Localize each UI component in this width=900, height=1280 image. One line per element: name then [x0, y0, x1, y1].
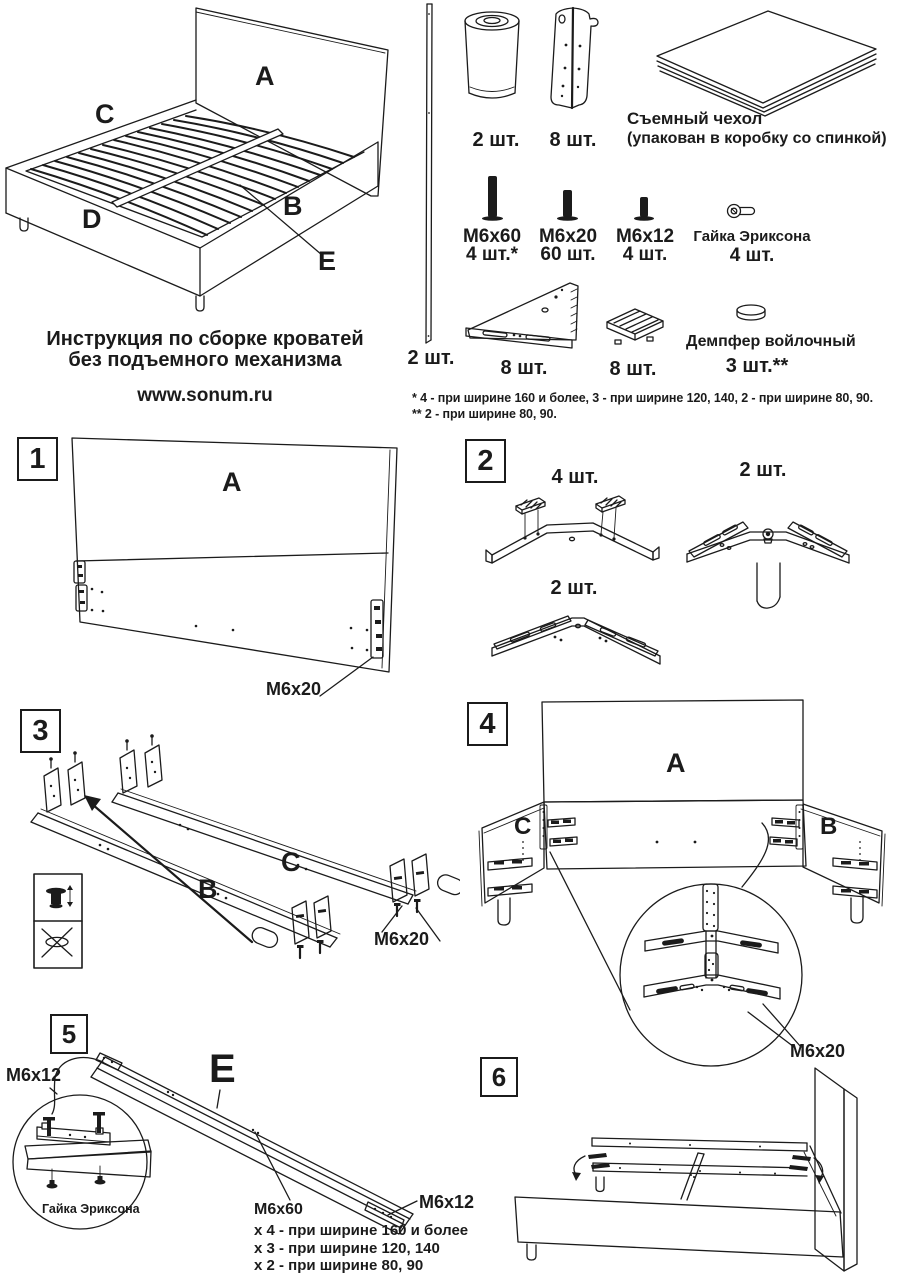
step-2-number: 2 [465, 439, 506, 483]
gusset-plate-qty: 8 шт. [500, 357, 548, 379]
slats [31, 116, 354, 235]
step1-brackets [74, 561, 383, 658]
step3-label-c: C [281, 847, 301, 877]
bolt-m6x20-icon [557, 190, 578, 221]
bolt-m6x60-icon [482, 176, 503, 221]
step-3-drawing [0, 698, 460, 1010]
footnote-2: ** 2 - при ширине 80, 90. [412, 407, 557, 421]
step-6-drawing [460, 1055, 900, 1280]
overview-bed-drawing [0, 0, 420, 320]
step-2-drawing [460, 430, 900, 690]
step5-bolt-note [254, 1201, 468, 1275]
leg-qty: 2 шт. [472, 129, 520, 151]
title-line-2: без подъемного механизма [68, 349, 342, 371]
center-rail-overview [112, 129, 283, 207]
step-6-number: 6 [480, 1057, 518, 1097]
headboard-panel [196, 8, 388, 196]
bed-frame [6, 100, 378, 311]
step4-label-a: A [666, 748, 686, 778]
overview-label-a: A [255, 61, 275, 91]
title-block [30, 329, 380, 407]
step3-direction-arrow [84, 795, 252, 942]
bolt-m6x12-name: M6x12 [615, 226, 675, 247]
step5-label-e-tick [217, 1090, 220, 1108]
side-strip-qty: 2 шт. [407, 347, 455, 369]
corner-angle-qty: 8 шт. [549, 129, 597, 151]
cover-name: Съемный чехол [627, 109, 763, 128]
cover-icon [657, 11, 876, 116]
step5-bolt-note-title: M6x60 [254, 1201, 303, 1218]
corner-angle-icon [551, 8, 598, 108]
damper-name: Демпфер войлочный [686, 333, 856, 350]
step1-label-a: A [222, 467, 242, 497]
step-1-drawing [55, 425, 470, 710]
step4-callout-m6x20: M6x20 [790, 1041, 846, 1061]
step5-bolt-note-line2: x 3 - при ширине 120, 140 [254, 1239, 440, 1257]
step-1-number: 1 [17, 437, 58, 481]
overview-label-c: C [95, 99, 115, 129]
cover-note: (упакован в коробку со спинкой) [627, 130, 887, 147]
step6-center-rail-e [681, 1153, 704, 1200]
felt-pad-icon [607, 309, 663, 344]
step-5-number: 5 [50, 1014, 88, 1054]
step2-plate-with-leg [687, 522, 849, 608]
step1-screw-holes [91, 588, 369, 652]
bolt-m6x20-qty: 60 шт. [540, 244, 596, 265]
step5-callout-m6x12-top: M6x12 [6, 1065, 62, 1085]
parts-list-drawing [410, 0, 900, 385]
step5-nut-label: Гайка Эриксона [42, 1202, 140, 1216]
felt-pad-qty: 8 шт. [609, 358, 657, 380]
bolt-m6x60-name: M6x60 [462, 226, 522, 247]
damper-icon [737, 305, 765, 320]
step5-bolt-note-line3: x 2 - при ширине 80, 90 [254, 1257, 424, 1274]
step2-plain-plate-qty: 2 шт. [550, 577, 598, 599]
step3-label-b: B [198, 874, 218, 904]
erikson-nut-qty: 4 шт. [729, 245, 775, 266]
step3-rail-c [112, 734, 460, 916]
step2-pads-qty: 4 шт. [551, 466, 599, 488]
step3-callout-m6x20: M6x20 [374, 929, 430, 949]
overview-label-e: E [318, 246, 337, 276]
bolt-m6x20-name: M6x20 [538, 226, 598, 247]
step5-callout-m6x12-bottom: M6x12 [419, 1192, 475, 1212]
step4-detail-circle [620, 884, 802, 1066]
step1-callout-m6x20: M6x20 [266, 679, 322, 699]
leg-orientation-note-icon [34, 874, 82, 968]
step4-label-b: B [820, 813, 838, 840]
bolt-m6x12-qty: 4 шт. [622, 244, 668, 265]
footnote-1: * 4 - при ширине 160 и более, 3 - при ширине 120, 140, 2 - при ширине 80, 90. [412, 391, 874, 405]
bolt-m6x12-icon [634, 197, 654, 221]
damper-qty: 3 шт.** [725, 355, 789, 377]
step6-frame [515, 1146, 843, 1260]
step-3-number: 3 [20, 709, 61, 753]
side-strip-icon [426, 4, 432, 343]
overview-label-b: B [283, 191, 303, 221]
step5-bolt-note-line1: x 4 - при ширине 160 и более [254, 1222, 469, 1239]
step4-leaders [550, 823, 801, 1047]
bolt-m6x60-qty: 4 шт.* [466, 244, 518, 265]
overview-label-d: D [82, 204, 102, 234]
step6-foot-rail-d [592, 1138, 807, 1151]
step5-label-e: E [209, 1047, 236, 1091]
step-4-number: 4 [467, 702, 508, 746]
step4-label-c: C [514, 813, 532, 840]
step2-leg-plate-qty: 2 шт. [739, 459, 787, 481]
website: www.sonum.ru [137, 385, 273, 406]
step2-plain-plate [492, 616, 660, 664]
step2-plate-with-pads [486, 496, 659, 563]
title-line-1: Инструкция по сборке кроватей [46, 328, 364, 350]
leg-icon [465, 12, 519, 98]
erikson-nut-name: Гайка Эриксона [693, 228, 811, 245]
step1-callout-leader [320, 657, 373, 696]
gusset-plate-icon [466, 283, 578, 348]
erikson-nut-icon [728, 205, 755, 218]
step4-headboard [542, 700, 806, 869]
